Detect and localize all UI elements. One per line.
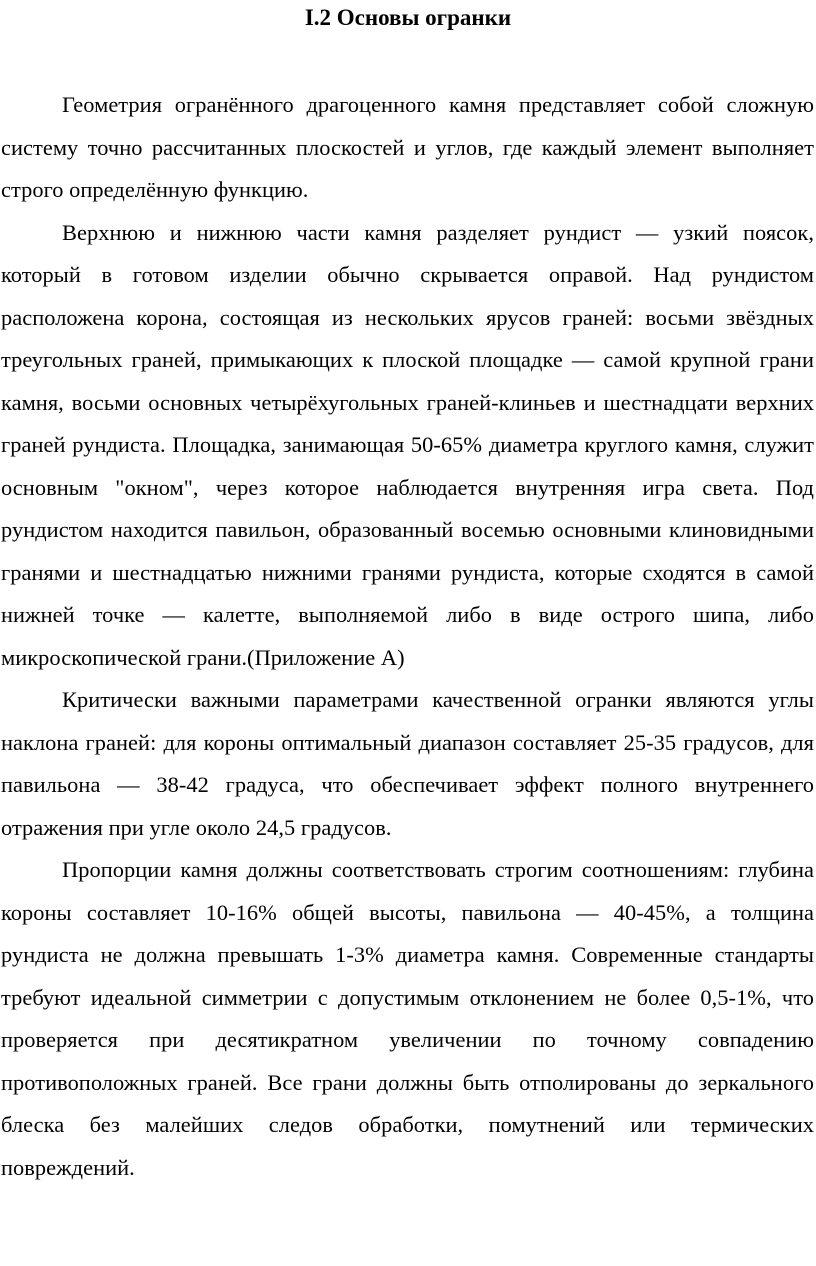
- document-body: [1, 84, 814, 1189]
- section-heading: I.2 Основы огранки: [304, 5, 512, 30]
- paragraph-structure: Верхнюю и нижнюю части камня разделяет рундист — узкий поясок, который в готовом изделии обычно скрывается оправой. Над рундистом расположена корона, состоящая из нескольких ярусов граней: восьми звёздных треугольных граней, примыкающих к плоской площадке — самой крупной грани камня, восьми основных четырёхугольных граней-клиньев и шестнадцати верхних граней рундиста. Площадка, занимающая 50-65% диаметра круглого камня, служит основным "окном", через которое наблюдается внутренняя игра света. Под рундистом находится павильон, образованный восемью основными клиновидными гранями и шестнадцатью нижними гранями рундиста, которые сходятся в самой нижней точке — калетте, выполняемой либо в виде острого шипа, либо микроскопической грани.(Приложение А): [1, 219, 814, 670]
- paragraph-proportions: Пропорции камня должны соответствовать строгим соотношениям: глубина короны составляет 10-16% общей высоты, павильона — 40-45%, а толщина рундиста не должна превышать 1-3% диаметра камня. Современные стандарты требуют идеальной симметрии с допустимым отклонением не более 0,5-1%, что проверяется при десятикратном увеличении по точному совпадению противоположных граней. Все грани должны быть отполированы до зеркального блеска без малейших следов обработки, помутнений или термических повреждений.: [1, 857, 814, 1180]
- paragraph-angles: Критически важными параметрами качественной огранки являются углы наклона граней: для короны оптимальный диапазон составляет 25-35 градусов, для павильона — 38-42 градуса, что обеспечивает эффект полного внутреннего отражения при угле около 24,5 градусов.: [1, 687, 814, 840]
- paragraph-geometry: Геометрия огранённого драгоценного камня представляет собой сложную систему точно рассчитанных плоскостей и углов, где каждый элемент выполняет строго определённую функцию.: [1, 92, 814, 202]
